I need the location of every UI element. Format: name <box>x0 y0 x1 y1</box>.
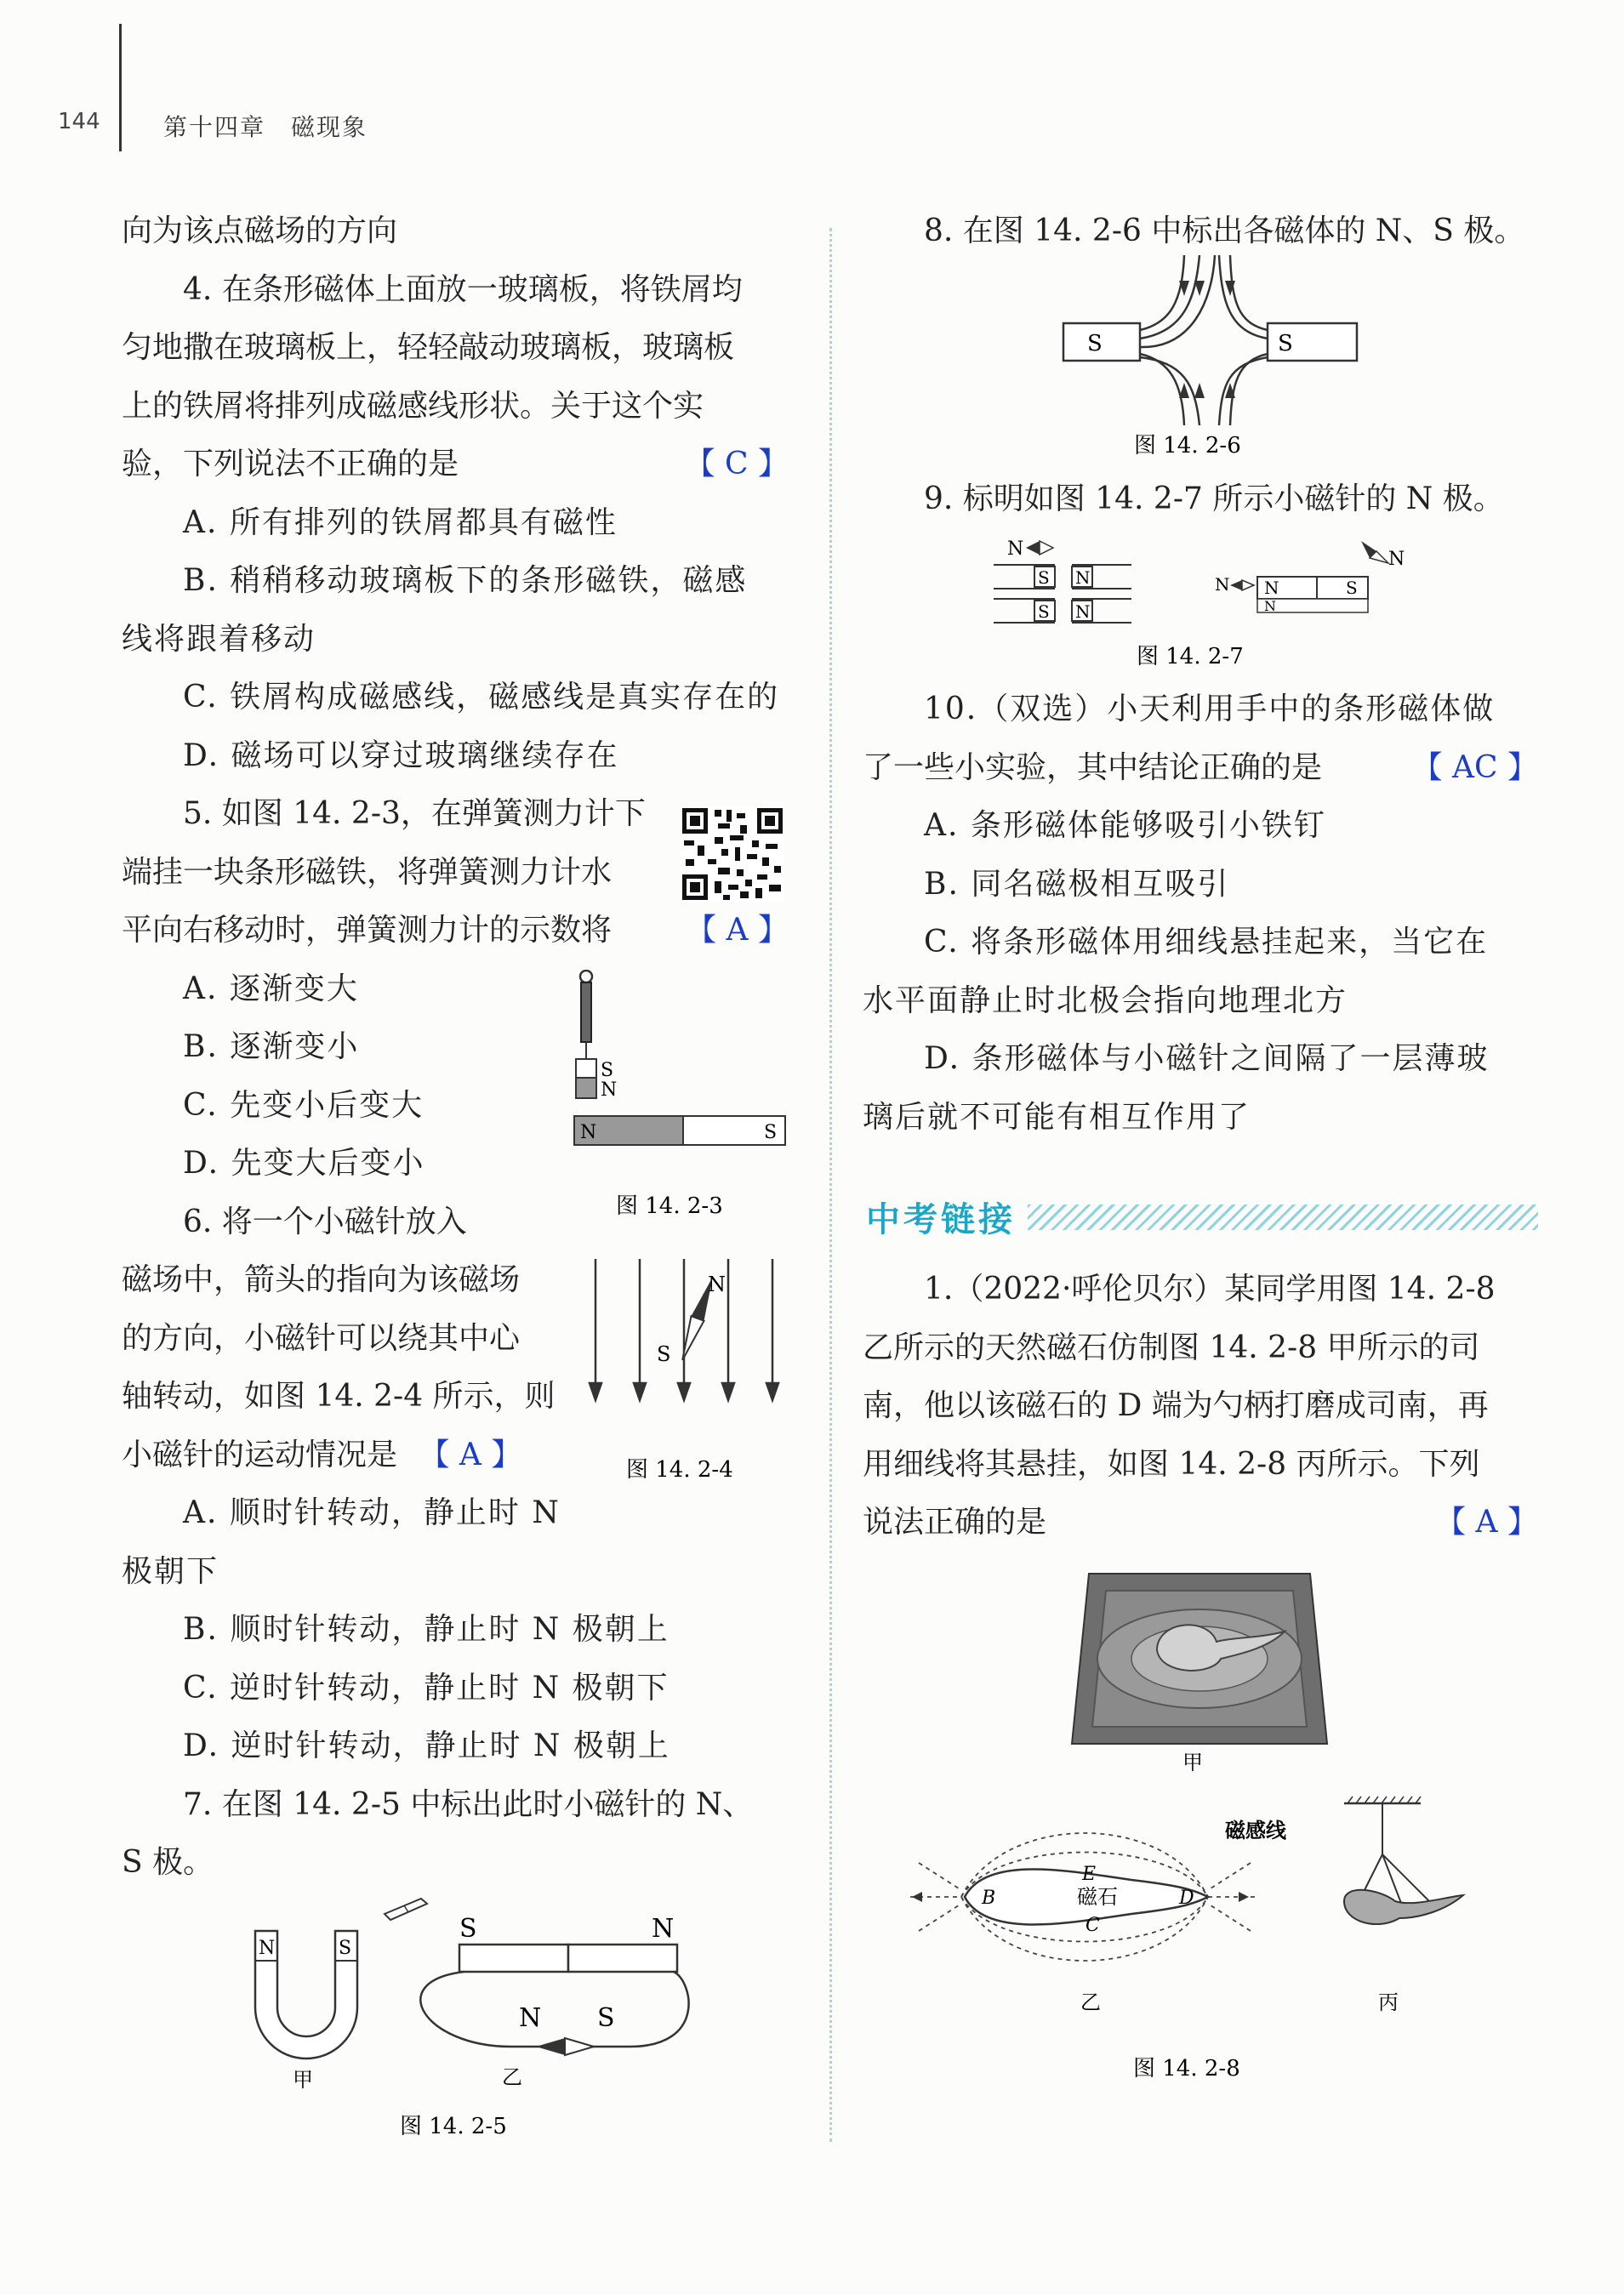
q5-line: 平向右移动时，弹簧测力计的示数将 <box>122 913 613 948</box>
z1-line: 说法正确的是 <box>863 1505 1047 1540</box>
q6-option: 极朝下 <box>122 1553 219 1589</box>
q10-option: D. 条形磁体与小磁针之间隔了一层薄玻 <box>924 1041 1490 1076</box>
q5-answer: 【 A 】 <box>686 913 789 948</box>
fig5-needle-n: N <box>519 2003 542 2033</box>
section-hatch <box>1028 1204 1538 1230</box>
field-lines <box>590 1259 778 1400</box>
header-rule <box>119 24 122 151</box>
fig8-bing-diagram <box>1344 1797 1463 1924</box>
fig7-bar-s: S <box>1346 578 1358 598</box>
q6-line: 6. 将一个小磁针放入 <box>183 1204 467 1239</box>
fig5-u-n: N <box>259 1938 276 1959</box>
q10-option: C. 将条形磁体用细线悬挂起来，当它在 <box>924 925 1489 960</box>
q5-line: 5. 如图 14. 2-3，在弹簧测力计下 <box>183 796 646 831</box>
q4-line: 匀地撒在玻璃板上，轻轻敲动玻璃板，玻璃板 <box>122 330 735 365</box>
z1-block <box>863 1261 1543 1552</box>
fig8-c: C <box>1086 1915 1100 1936</box>
fig7-caption: 图 14. 2-7 <box>1137 644 1244 669</box>
fig5-jia: 甲 <box>293 2068 313 2092</box>
right-column <box>863 202 1543 261</box>
q5-stem-row <box>122 902 794 960</box>
fig5-yi: 乙 <box>502 2065 522 2089</box>
fig4-s: S <box>657 1342 671 1366</box>
fig8-stone: 磁石 <box>1077 1885 1118 1909</box>
section-header <box>866 1189 1540 1249</box>
fig8-field-label: 磁感线 <box>1225 1818 1286 1842</box>
fig3-s-label: S <box>601 1060 614 1081</box>
q6-option: B. 顺时针转动，静止时 N 极朝上 <box>183 1612 670 1647</box>
q4-option: B. 稍稍移动玻璃板下的条形磁铁，磁感 <box>183 563 748 598</box>
fig7-n4: N <box>1075 601 1091 622</box>
z1-line: 乙所示的天然磁石仿制图 14. 2-8 甲所示的司 <box>863 1330 1480 1365</box>
q5-option: B. 逐渐变小 <box>183 1029 360 1064</box>
fig8-b: B <box>982 1888 996 1909</box>
z1-line: 1.（2022·呼伦贝尔）某同学用图 14. 2-8 <box>924 1272 1496 1307</box>
fig6-right-s: S <box>1278 331 1293 356</box>
q6-option: D. 逆时针转动，静止时 N 极朝上 <box>183 1728 670 1763</box>
fig6-caption: 图 14. 2-6 <box>1134 433 1241 458</box>
q4-line: 上的铁屑将排列成磁感线形状。关于这个实 <box>122 388 704 424</box>
q6-option: A. 顺时针转动，静止时 N <box>183 1495 561 1530</box>
fig7-bar2-n: N <box>1264 598 1276 614</box>
figure-14-2-6 <box>1055 255 1370 468</box>
z1-line: 南，他以该磁石的 D 端为勺柄打磨成司南，再 <box>863 1388 1489 1423</box>
q6-line: 磁场中，箭头的指向为该磁场 <box>122 1262 521 1297</box>
figure-14-2-3 <box>570 970 791 1216</box>
fig7-n3: N <box>1075 567 1091 588</box>
q5-option: C. 先变小后变大 <box>183 1087 425 1123</box>
q10-line: 10.（双选）小天利用手中的条形磁体做 <box>924 692 1496 726</box>
q7-line: 7. 在图 14. 2-5 中标出此时小磁针的 N、 <box>183 1786 754 1822</box>
fig7-bar-n: N <box>1264 578 1279 598</box>
fig8-bing: 丙 <box>1378 1990 1399 2014</box>
page-number: 144 <box>58 109 100 134</box>
q8-text: 8. 在图 14. 2-6 中标出各磁体的 N、S 极。 <box>924 214 1525 248</box>
section-title: 中考链接 <box>866 1200 1016 1239</box>
fig7-left-group <box>994 538 1131 623</box>
q6-stem-row <box>122 1427 581 1485</box>
fig7-n2: N <box>1388 549 1405 570</box>
q10-block <box>863 681 1543 1147</box>
q10-option: 水平面静止时北极会指向地理北方 <box>863 982 1348 1018</box>
fig5-bar-n: N <box>652 1914 675 1944</box>
q4-option: A. 所有排列的铁屑都具有磁性 <box>183 504 618 540</box>
q10-option: B. 同名磁极相互吸引 <box>924 866 1230 902</box>
fig3-caption: 图 14. 2-3 <box>616 1193 723 1216</box>
figure-14-2-8 <box>902 1557 1548 2101</box>
spring-scale <box>580 971 592 1059</box>
fig4-n: N <box>708 1273 726 1296</box>
fig7-n1: N <box>1007 538 1024 560</box>
q6-line: 小磁针的运动情况是 <box>122 1437 398 1472</box>
q9-text: 9. 标明如图 14. 2-7 所示小磁针的 N 极。 <box>924 481 1504 516</box>
q4-option: C. 铁屑构成磁感线，磁感线是真实存在的 <box>183 680 780 715</box>
fig8-caption: 图 14. 2-8 <box>1133 2056 1240 2081</box>
q4-line: 4. 在条形磁体上面放一玻璃板，将铁屑均 <box>183 271 743 307</box>
figure-14-2-5 <box>230 1880 706 2152</box>
q10-answer: 【 AC 】 <box>1411 749 1538 785</box>
fig5-u-s: S <box>339 1938 352 1959</box>
fig8-d: D <box>1179 1888 1194 1909</box>
fig5-needle <box>536 2038 594 2055</box>
z1-stem-row <box>863 1494 1543 1552</box>
q4-stem-row <box>122 436 794 494</box>
z1-line: 用细线将其悬挂，如图 14. 2-8 丙所示。下列 <box>863 1446 1480 1482</box>
q5-line: 端挂一块条形磁铁，将弹簧测力计水 <box>122 854 613 890</box>
fig5-bar-s: S <box>459 1914 477 1944</box>
q6-line: 的方向，小磁针可以绕其中心 <box>122 1320 521 1356</box>
q10-option: 璃后就不可能有相互作用了 <box>863 1099 1251 1135</box>
column-divider <box>829 228 832 2142</box>
text-line: 向为该点磁场的方向 <box>122 214 398 248</box>
qr-code[interactable] <box>681 806 784 902</box>
fig7-needle-n: N <box>1215 574 1230 595</box>
fig3-bar-s: S <box>764 1122 778 1143</box>
q5-option: D. 先变大后变小 <box>183 1146 425 1181</box>
q10-stem-row <box>863 739 1543 798</box>
fig3-bar-n: N <box>580 1122 597 1143</box>
q6-line: 轴转动，如图 14. 2-4 所示，则 <box>122 1379 556 1414</box>
figure-14-2-4 <box>587 1259 791 1489</box>
q6-option: C. 逆时针转动，静止时 N 极朝下 <box>183 1670 670 1706</box>
q10-line: 了一些小实验，其中结论正确的是 <box>863 749 1323 785</box>
z1-answer: 【 A 】 <box>1435 1505 1538 1540</box>
chapter-title: 第十四章 磁现象 <box>163 113 368 141</box>
fig4-caption: 图 14. 2-4 <box>626 1457 733 1483</box>
q4-option: 线将跟着移动 <box>122 621 316 657</box>
q5-option: A. 逐渐变大 <box>183 971 359 1006</box>
q7-line: S 极。 <box>122 1845 214 1880</box>
fig7-right-group <box>1215 541 1405 614</box>
fig6-left-s: S <box>1087 331 1103 356</box>
fig3-n-label: N <box>601 1079 618 1101</box>
q4-option: D. 磁场可以穿过玻璃继续存在 <box>183 737 619 773</box>
fig8-yi: 乙 <box>1080 1990 1101 2014</box>
fig5-needle-s: S <box>597 2003 615 2033</box>
q4-line: 验，下列说法不正确的是 <box>122 447 459 481</box>
fig5-bar-magnet <box>459 1945 677 1972</box>
fig5-field-loop <box>420 1972 688 2047</box>
fig8-jia: 甲 <box>1182 1751 1203 1774</box>
hanging-magnet <box>576 1059 596 1098</box>
fig7-s1: S <box>1038 567 1050 588</box>
fig5-caption: 图 14. 2-5 <box>400 2114 507 2139</box>
fig8-jia-image <box>1072 1574 1327 1744</box>
q10-option: A. 条形磁体能够吸引小铁钉 <box>924 808 1326 843</box>
fig8-e: E <box>1082 1864 1097 1885</box>
q6-answer: 【 A 】 <box>419 1437 522 1472</box>
fig7-s2: S <box>1038 601 1050 622</box>
q4-answer: 【 C 】 <box>684 447 789 481</box>
figure-14-2-7 <box>987 529 1412 679</box>
bar-magnet <box>574 1116 785 1145</box>
